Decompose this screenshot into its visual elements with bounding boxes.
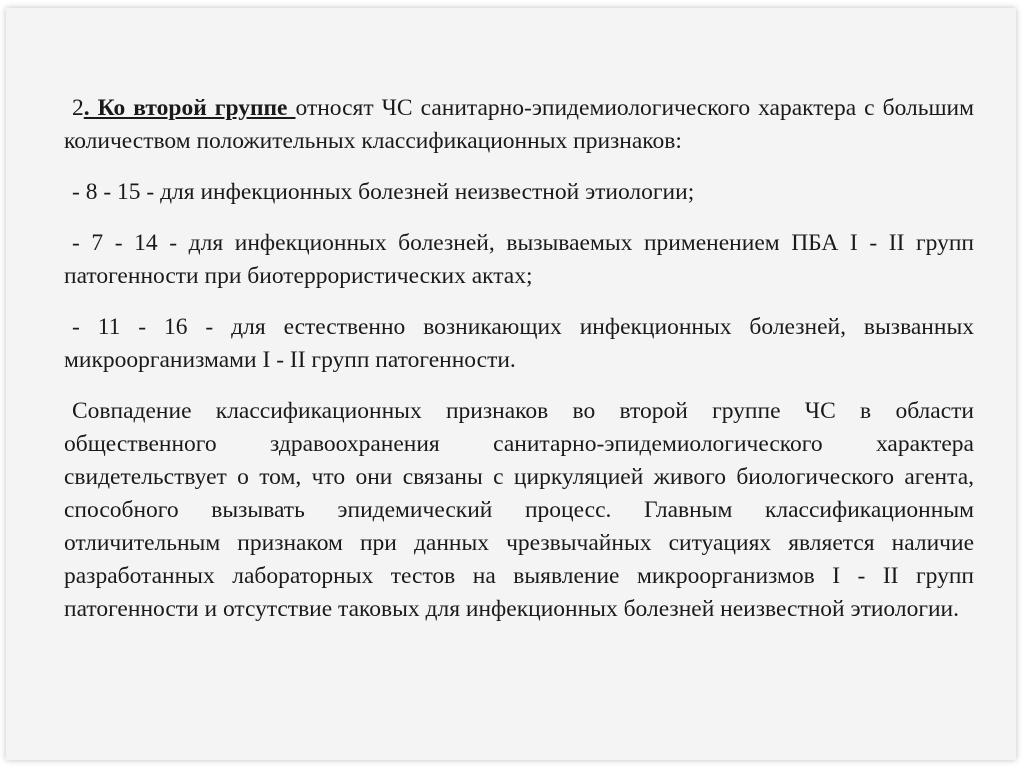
slide-frame	[6, 8, 1016, 760]
paragraph-conclusion: Совпадение классификационных признаков во второй группе ЧС в области общественного здравоохранения санитарно-эпидемиологического характера свидетельствует о том, что они связаны с циркуляцией живого биологического агента, способного вызывать эпидемический процесс. Главным классификационным отличительным признаком при данных чрезвычайных ситуациях является наличие разработанных лабораторных тестов на выявление микроорганизмов I - II групп патогенности и отсутствие таковых для инфекционных болезней неизвестной этиологии.	[64, 398, 974, 622]
paragraph-criteria-bioterrorism: - 7 - 14 - для инфекционных болезней, вызываемых применением ПБА I - II групп патогенности при биотеррористических актах;	[64, 230, 974, 289]
item-number: 2	[72, 95, 84, 121]
paragraph-criteria-natural: - 11 - 16 - для естественно возникающих инфекционных болезней, вызванных микроорганизмами I - II групп патогенности.	[64, 314, 974, 373]
group-heading: . Ко второй группе	[83, 95, 296, 121]
document-body	[64, 92, 974, 644]
paragraph-group-definition	[64, 92, 974, 158]
group-definition-text: относят ЧС санитарно-эпидемиологического характера с большим количеством положительных классификационных признаков:	[64, 95, 974, 154]
paragraph-criteria-unknown-etiology: - 8 - 15 - для инфекционных болезней неизвестной этиологии;	[72, 179, 695, 205]
